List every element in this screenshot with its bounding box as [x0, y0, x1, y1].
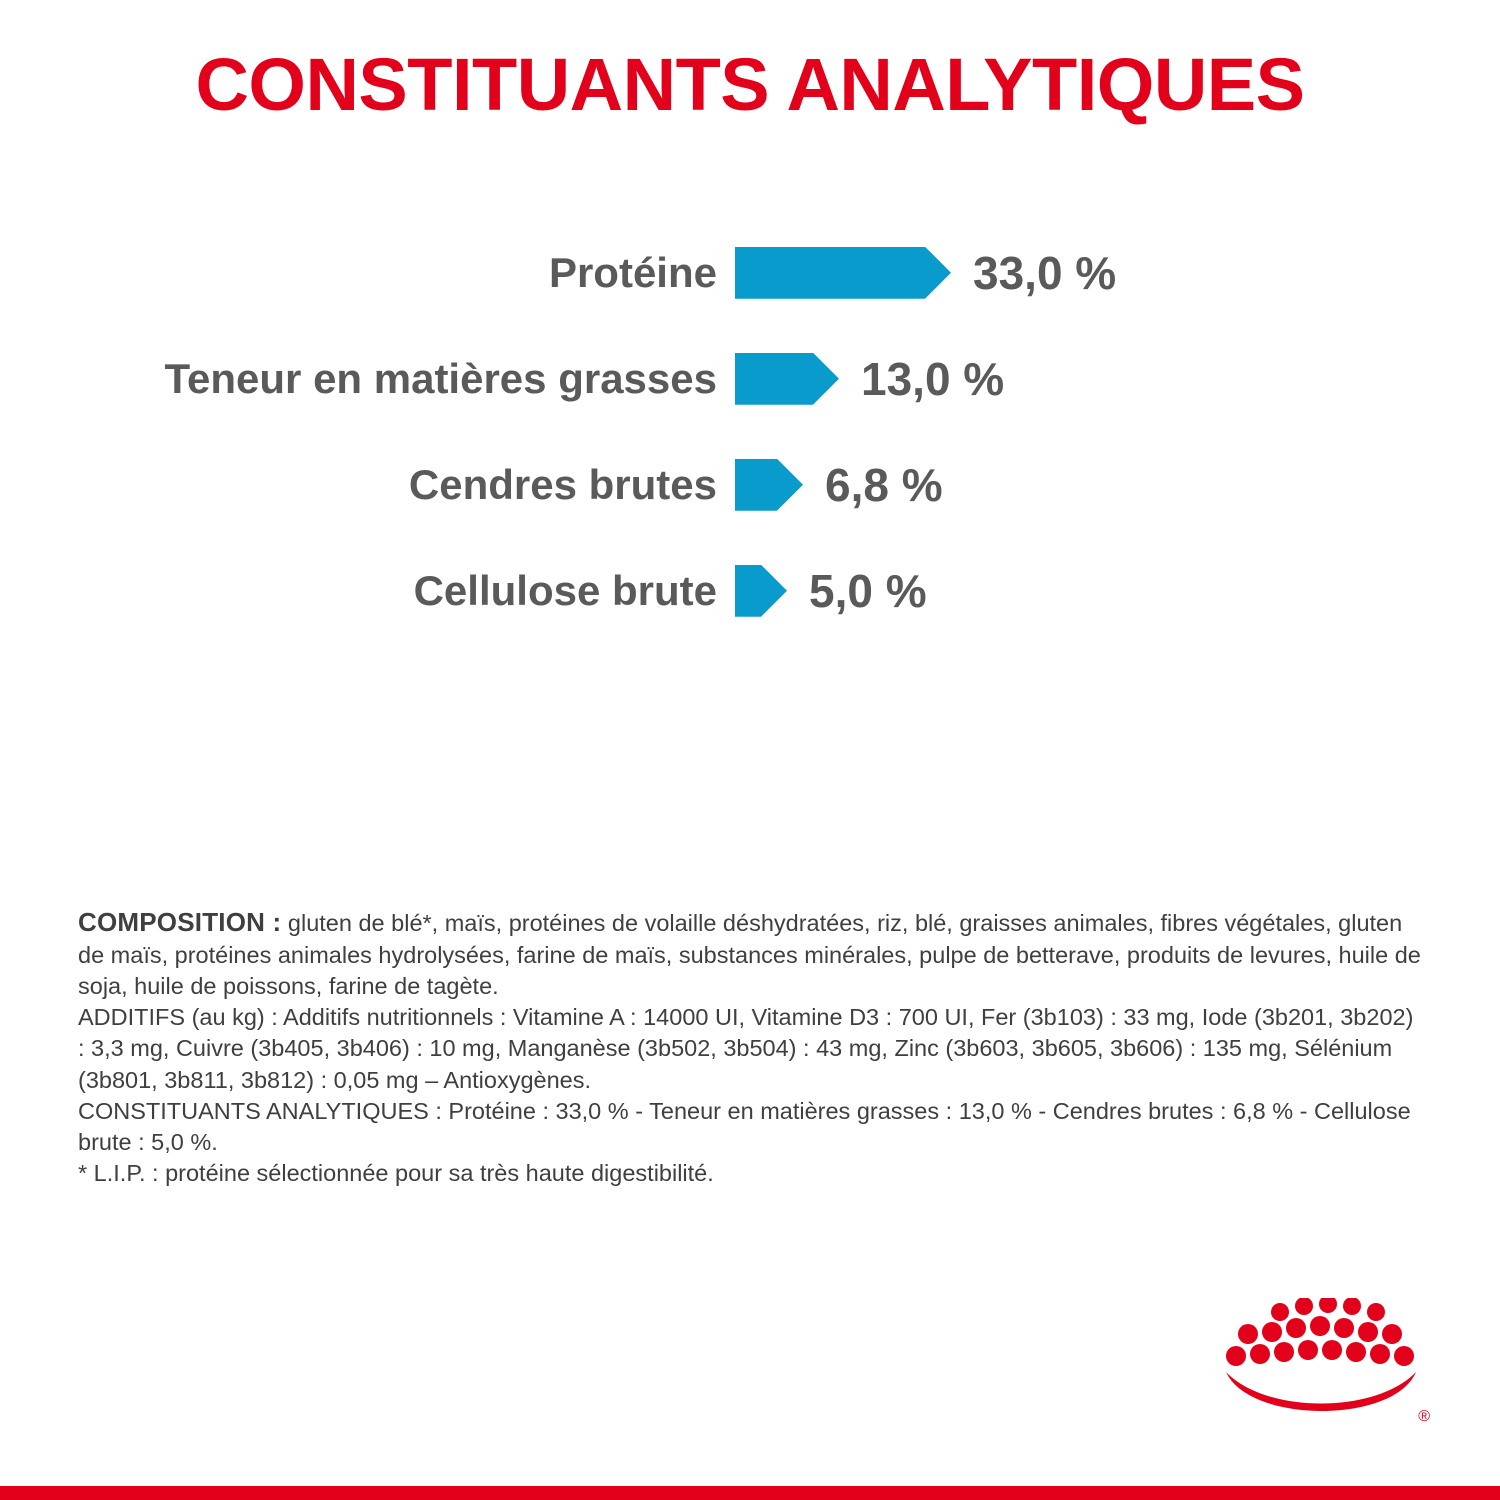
additives-text: ADDITIFS (au kg) : Additifs nutritionnels : Vitamine A : 14000 UI, Vitamine D3 : 700 UI, Fer (3b103) : 33 mg, Iode (3b201, 3b202) : 3,3 mg, Cuivre (3b405, 3b406) : 10 mg, Manganèse (3b502, 3b504) : 43 mg, Zinc (3b603, 3b605, 3b606) : 135 mg, Sélénium (3b801, 3b811, 3b812) : 0,05 mg – Antioxygènes. — [78, 1004, 1414, 1093]
chart-row-value: 6,8 % — [825, 458, 943, 511]
composition-section — [78, 905, 1422, 1190]
composition-paragraph — [78, 905, 1422, 1002]
chart-row — [0, 242, 1500, 304]
chart-row — [0, 348, 1500, 410]
composition-label: COMPOSITION : — [78, 907, 282, 937]
analytical-constituents-text: CONSTITUANTS ANALYTIQUES : Protéine : 33,0 % - Teneur en matières grasses : 13,0 % - Cendres brutes : 6,8 % - Cellulose brute : 5,0 %. — [78, 1097, 1411, 1156]
chart-row — [0, 454, 1500, 516]
royal-canin-crown-logo — [1218, 1298, 1428, 1428]
page-title: CONSTITUANTS ANALYTIQUES — [195, 43, 1305, 126]
chart-row-label: Teneur en matières grasses — [164, 354, 717, 402]
chart-bar — [735, 353, 839, 405]
chart-row-label: Cendres brutes — [408, 460, 717, 508]
chart-bar — [735, 565, 787, 617]
composition-text: gluten de blé*, maïs, protéines de volaille déshydratées, riz, blé, graisses animales, fibres végétales, gluten de maïs, protéines animales hydrolysées, farine de maïs, substances minérales, pulpe de betterave, produits de levures, huile de soja, huile de poissons, farine de tagète. — [78, 910, 1421, 999]
chart-row-label: Protéine — [548, 248, 717, 296]
chart-bar — [735, 459, 803, 511]
chart-row-value: 33,0 % — [973, 246, 1117, 299]
chart-row-value: 13,0 % — [861, 352, 1005, 405]
registered-trademark: ® — [1418, 1408, 1430, 1425]
chart-row — [0, 560, 1500, 622]
chart-row-label: Cellulose brute — [413, 566, 717, 614]
bottom-accent-bar — [0, 1486, 1500, 1500]
analytical-constituents-chart — [0, 242, 1500, 622]
lip-footnote: * L.I.P. : protéine sélectionnée pour sa très haute digestibilité. — [78, 1160, 714, 1187]
chart-bar — [735, 247, 951, 299]
chart-row-value: 5,0 % — [809, 564, 927, 617]
